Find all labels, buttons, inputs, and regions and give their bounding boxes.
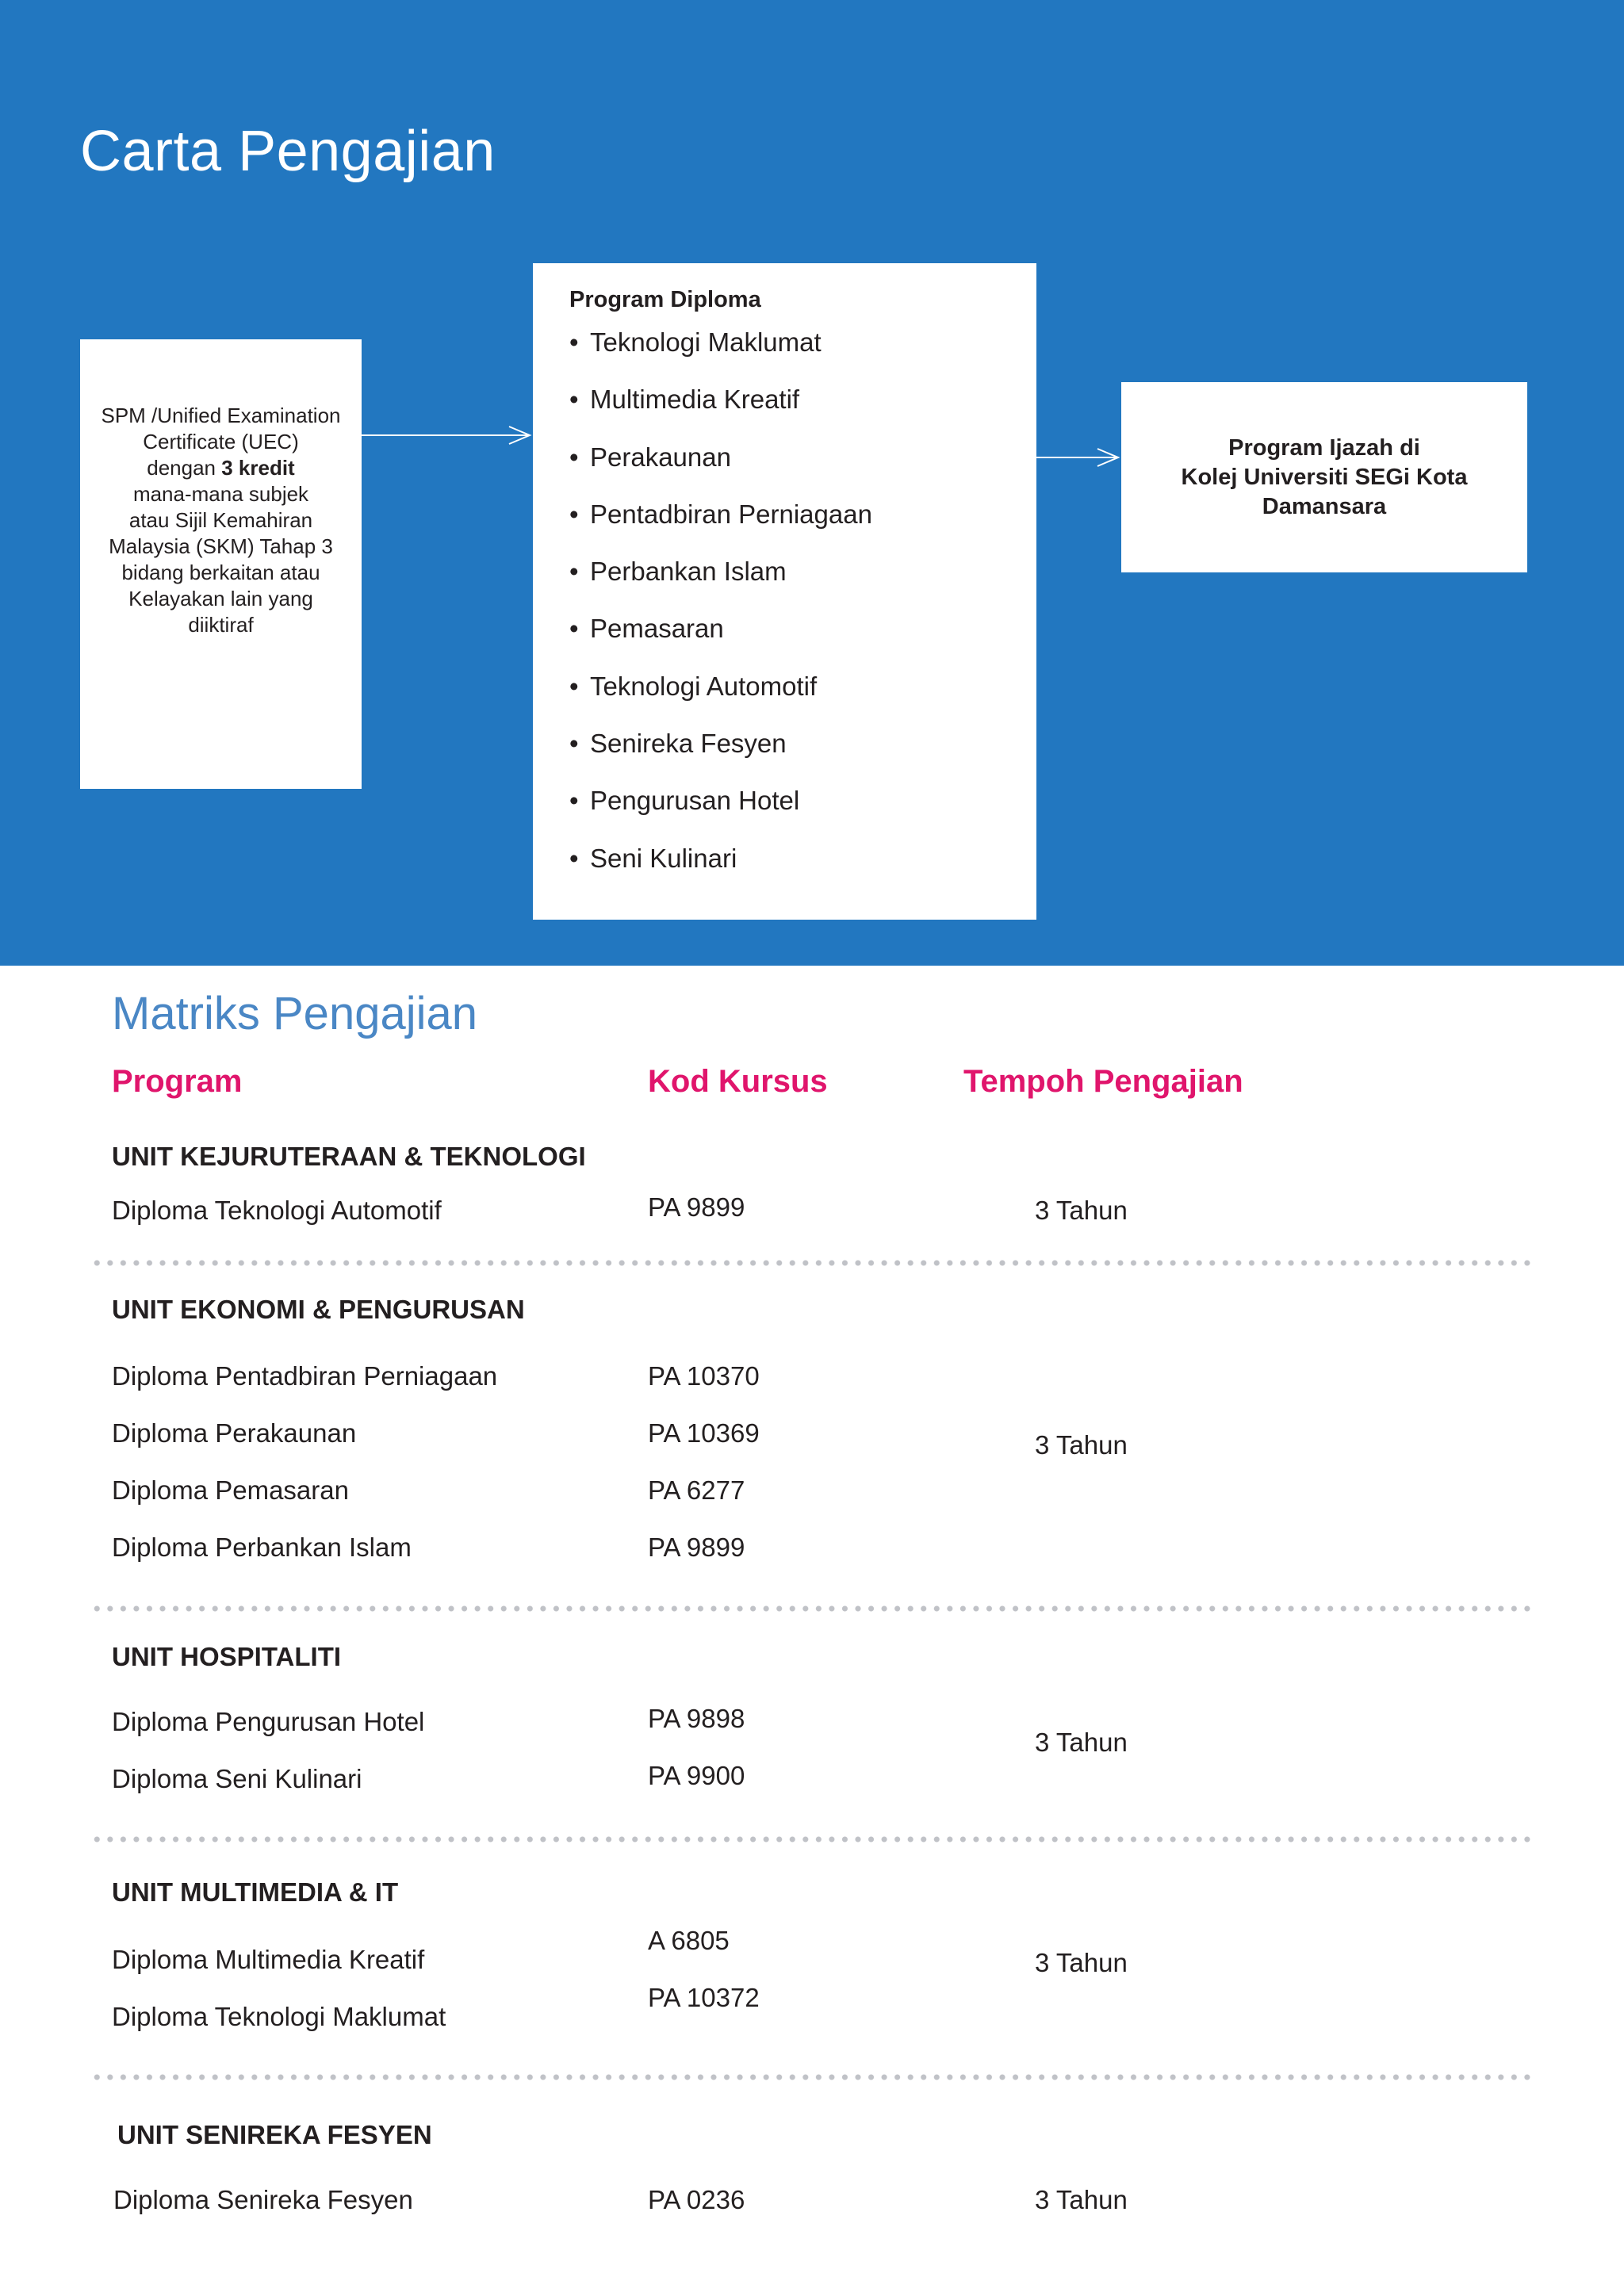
dotted-divider	[90, 1836, 1534, 1843]
degree-line: Damansara	[1262, 493, 1387, 519]
diploma-item	[569, 499, 1036, 557]
diploma-item	[569, 442, 1036, 499]
bullet-icon: •	[569, 671, 579, 701]
program-name: Diploma Teknologi Automotif	[112, 1196, 442, 1225]
program-name: Diploma Pemasaran	[112, 1475, 349, 1505]
entry-line: Certificate (UEC)	[143, 430, 299, 453]
column-header-code: Kod Kursus	[648, 1064, 828, 1099]
degree-line: Kolej Universiti SEGi Kota	[1181, 464, 1468, 490]
entry-line: mana-mana subjek	[132, 482, 309, 506]
course-code: A 6805	[648, 1926, 730, 1955]
dotted-divider	[90, 1260, 1534, 1266]
program-name: Diploma Perakaunan	[112, 1418, 357, 1448]
entry-text: dengan	[147, 456, 222, 480]
entry-line: Kelayakan lain yang	[128, 587, 313, 610]
course-code: PA 9898	[648, 1704, 745, 1733]
diploma-item	[569, 786, 1036, 843]
course-code: PA 9900	[648, 1761, 745, 1790]
program-name: Diploma Multimedia Kreatif	[112, 1945, 425, 1974]
arrow-entry-to-diploma	[362, 427, 530, 444]
unit-title: UNIT MULTIMEDIA & IT	[112, 1877, 399, 1907]
hero-banner	[0, 0, 1624, 966]
diploma-item-label: Pemasaran	[590, 614, 724, 644]
bullet-icon: •	[569, 614, 579, 644]
unit-title: UNIT SENIREKA FESYEN	[117, 2120, 432, 2149]
diploma-item-label: Perbankan Islam	[590, 557, 787, 587]
program-name: Diploma Seni Kulinari	[112, 1764, 362, 1793]
page-title: Carta Pengajian	[80, 120, 496, 183]
unit-title: UNIT EKONOMI & PENGURUSAN	[112, 1295, 525, 1324]
dotted-divider	[90, 2074, 1534, 2080]
course-code: PA 10370	[648, 1361, 760, 1391]
entry-line: atau Sijil Kemahiran	[128, 508, 313, 532]
duration: 3 Tahun	[1035, 1948, 1128, 1977]
diploma-item-label: Teknologi Maklumat	[590, 327, 822, 357]
course-code: PA 0236	[648, 2185, 745, 2214]
diploma-programs-box	[533, 263, 1036, 920]
course-code: PA 10372	[648, 1983, 760, 2012]
course-code: PA 6277	[648, 1475, 745, 1505]
diploma-item-label: Pengurusan Hotel	[590, 786, 800, 816]
column-header-program: Program	[112, 1064, 243, 1099]
diploma-item-label: Pentadbiran Perniagaan	[590, 499, 872, 529]
diploma-item-label: Senireka Fesyen	[590, 729, 787, 759]
bullet-icon: •	[569, 499, 579, 529]
bullet-icon: •	[569, 327, 579, 357]
entry-line: bidang berkaitan atau	[121, 561, 320, 584]
program-name: Diploma Perbankan Islam	[112, 1533, 412, 1562]
diploma-item	[569, 729, 1036, 786]
program-name: Diploma Pengurusan Hotel	[112, 1707, 425, 1736]
duration: 3 Tahun	[1035, 1430, 1128, 1460]
course-code: PA 9899	[648, 1192, 745, 1222]
unit-title: UNIT KEJURUTERAAN & TEKNOLOGI	[112, 1142, 586, 1171]
diploma-item	[569, 327, 1036, 385]
diploma-list	[569, 327, 1036, 901]
duration: 3 Tahun	[1035, 1728, 1128, 1757]
course-code: PA 10369	[648, 1418, 760, 1448]
bullet-icon: •	[569, 729, 579, 759]
diploma-item	[569, 385, 1036, 442]
bullet-icon: •	[569, 786, 579, 816]
bullet-icon: •	[569, 843, 579, 873]
diploma-item-label: Multimedia Kreatif	[590, 385, 800, 415]
program-name: Diploma Teknologi Maklumat	[112, 2002, 446, 2031]
duration: 3 Tahun	[1035, 1196, 1128, 1225]
course-code: PA 9899	[648, 1533, 745, 1562]
entry-line: SPM /Unified Examination	[101, 404, 341, 427]
arrow-diploma-to-degree	[1036, 449, 1118, 466]
diploma-box-title: Program Diploma	[569, 287, 761, 312]
duration: 3 Tahun	[1035, 2185, 1128, 2214]
bullet-icon: •	[569, 442, 579, 472]
diploma-item	[569, 672, 1036, 729]
diploma-item-label: Perakaunan	[590, 442, 731, 472]
matrix-title: Matriks Pengajian	[112, 988, 477, 1039]
column-header-duration: Tempoh Pengajian	[963, 1064, 1243, 1099]
diploma-item	[569, 557, 1036, 614]
program-name: Diploma Senireka Fesyen	[113, 2185, 413, 2214]
dotted-divider	[90, 1605, 1534, 1612]
entry-line: Malaysia (SKM) Tahap 3	[109, 534, 333, 558]
unit-title: UNIT HOSPITALITI	[112, 1642, 342, 1671]
diploma-item	[569, 614, 1036, 671]
diploma-item-label: Seni Kulinari	[590, 843, 737, 873]
diploma-item	[569, 844, 1036, 901]
diploma-item-label: Teknologi Automotif	[590, 671, 818, 701]
program-name: Diploma Pentadbiran Perniagaan	[112, 1361, 498, 1391]
entry-credit-highlight: 3 kredit	[221, 456, 295, 480]
degree-program-box	[1121, 382, 1527, 572]
bullet-icon: •	[569, 557, 579, 587]
entry-line: diiktiraf	[188, 613, 254, 637]
degree-line: Program Ijazah di	[1228, 434, 1420, 461]
bullet-icon: •	[569, 385, 579, 415]
